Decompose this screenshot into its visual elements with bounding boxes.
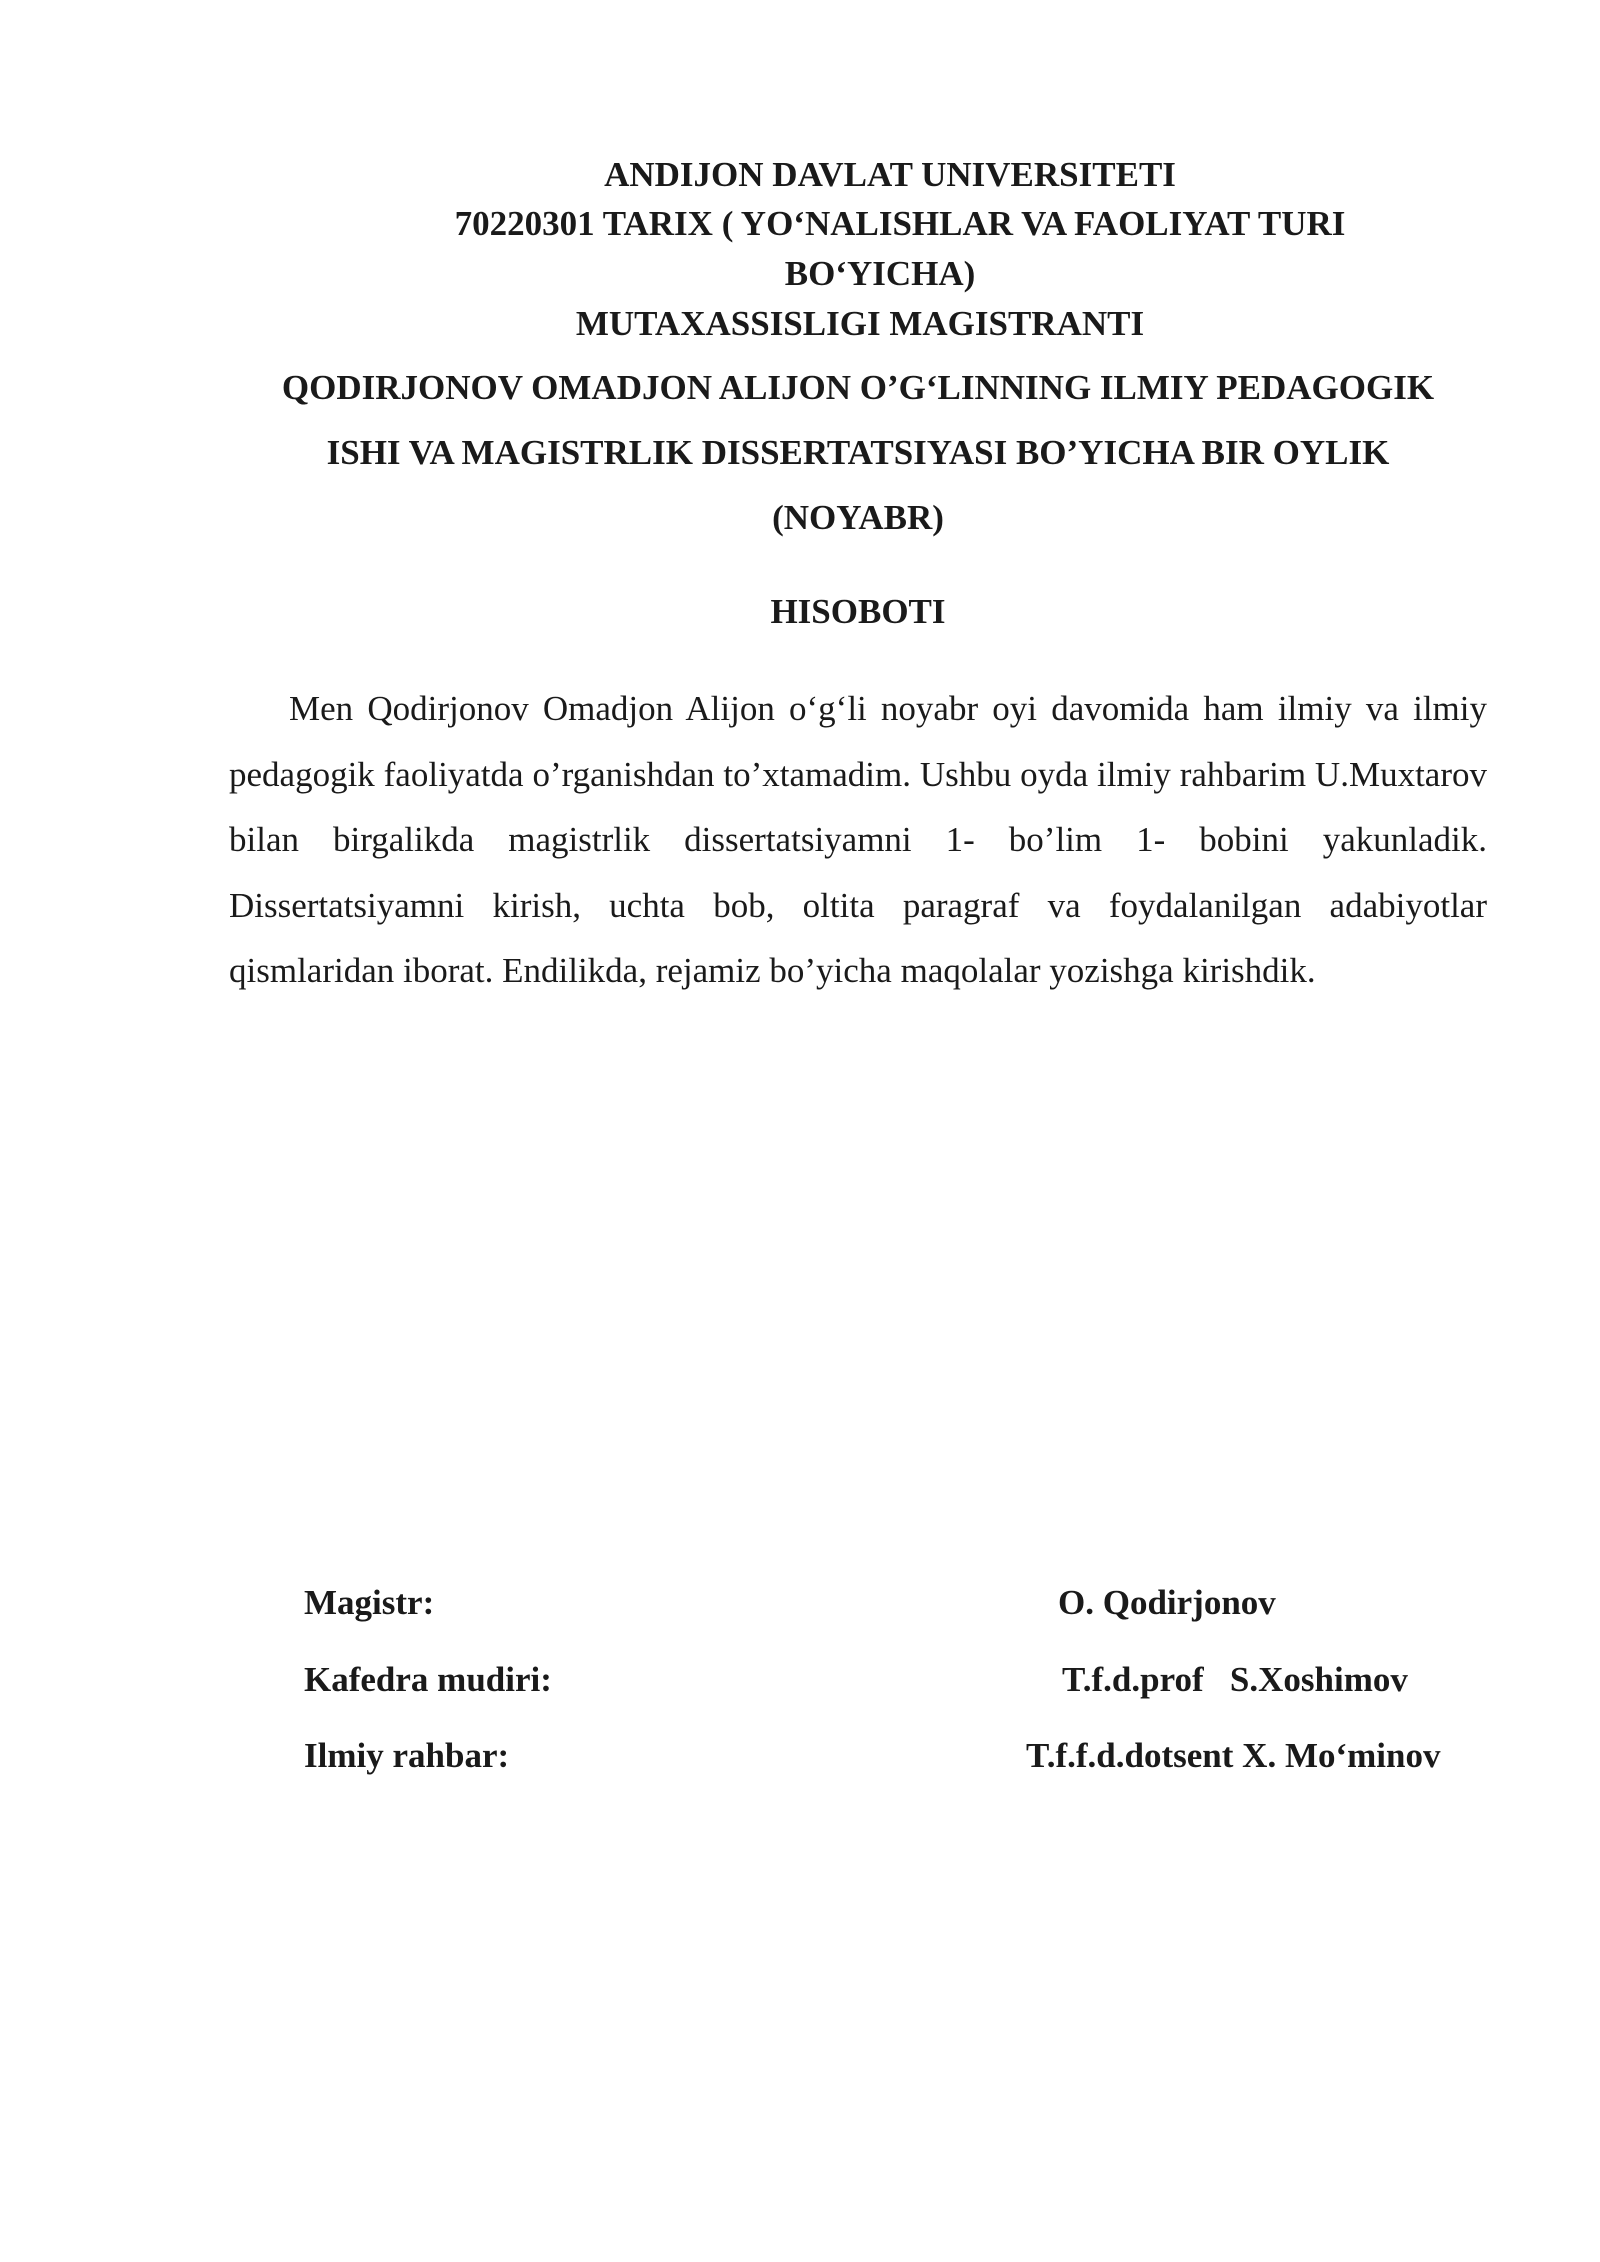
report-paragraph: Men Qodirjonov Omadjon Alijon o‘g‘li noyabr oyi davomida ham ilmiy va ilmiy pedagogik faoliyatda o’rganishdan to’xtamadim. Ushbu oyda ilmiy rahbarim U.Muxtarov bilan birgalikda magistrlik dissertatsiyamni 1- bo’lim 1- bobini yakunladik. Dissertatsiyamni kirish, uchta bob, oltita paragraf va foydalanilgan adabiyotlar qismlaridan iborat. Endilikda, rejamiz bo’yicha maqolalar yozishga kirishdik.: [229, 689, 1487, 990]
university-name: ANDIJON DAVLAT UNIVERSITETI: [604, 155, 1176, 194]
title-line-1: QODIRJONOV OMADJON ALIJON O’G‘LINNING ILMIY PEDAGOGIK: [281, 368, 1435, 407]
report-heading: HISOBOTI: [770, 592, 946, 631]
title-line-2: ISHI VA MAGISTRLIK DISSERTATSIYASI BO’YICHA BIR OYLIK: [326, 433, 1390, 472]
specialty-line: MUTAXASSISLIGI MAGISTRANTI: [575, 304, 1145, 343]
program-line-2: BO‘YICHA): [784, 254, 976, 293]
signature-label-kafedra: Kafedra mudiri:: [304, 1660, 552, 1699]
signature-name-magistr: O. Qodirjonov: [1058, 1583, 1276, 1622]
signature-label-magistr: Magistr:: [304, 1583, 435, 1622]
program-line-1: 70220301 TARIX ( YO‘NALISHLAR VA FAOLIYAT TURI: [454, 204, 1346, 243]
signature-name-rahbar: T.f.f.d.dotsent X. Mo‘minov: [1026, 1736, 1441, 1775]
title-line-3: (NOYABR): [772, 498, 944, 537]
signature-name-kafedra: T.f.d.prof S.Xoshimov: [1062, 1660, 1408, 1699]
signature-label-rahbar: Ilmiy rahbar:: [304, 1736, 510, 1775]
